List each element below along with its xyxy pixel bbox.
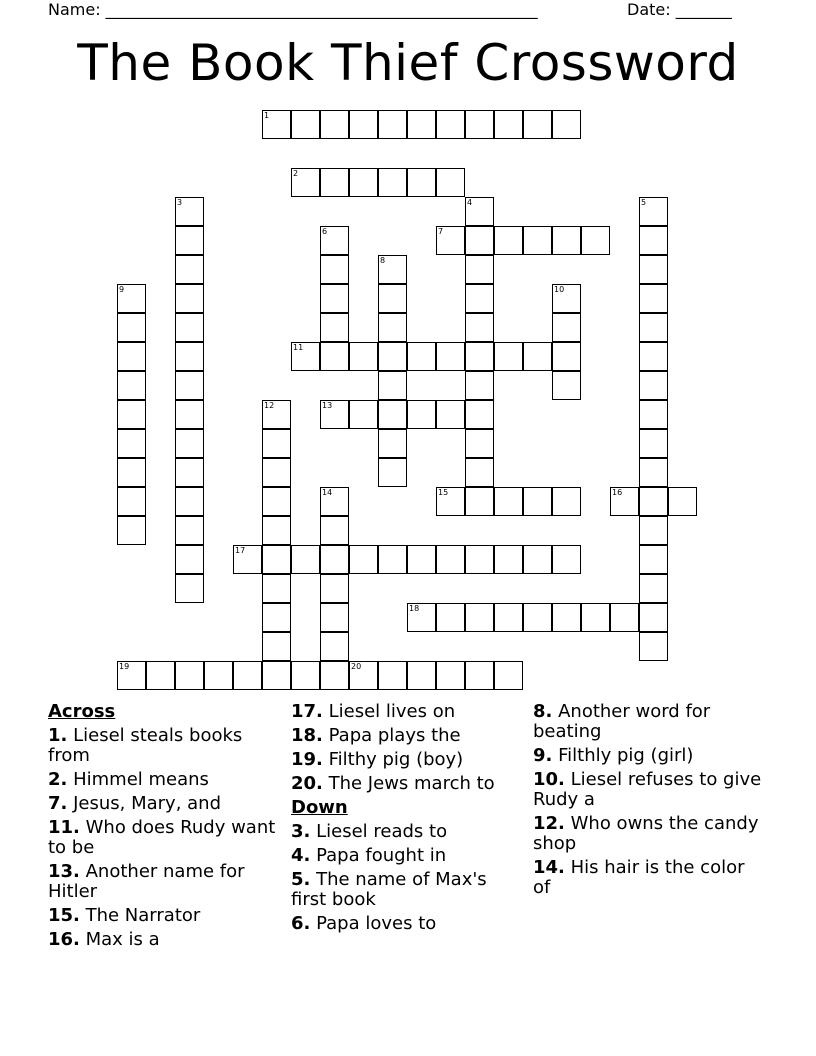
clue-item (291, 702, 527, 722)
date-line: Date: _______ (627, 0, 732, 19)
grid-cell[interactable] (465, 197, 494, 226)
grid-cell[interactable] (465, 226, 494, 255)
grid-cell[interactable] (291, 110, 320, 139)
grid-cell[interactable] (291, 545, 320, 574)
clue-number: 12 (264, 401, 275, 410)
grid-cell[interactable] (639, 226, 668, 255)
clue-number-label: 18. (291, 725, 323, 746)
name-line: Name: ______________________________________________________ (48, 0, 538, 19)
grid-cell[interactable] (349, 545, 378, 574)
clue-item (291, 914, 527, 934)
clue-text: Papa loves to (310, 913, 437, 934)
grid-cell[interactable] (465, 661, 494, 690)
grid-cell[interactable] (262, 632, 291, 661)
clue-text: The Jews march to (322, 773, 495, 794)
grid-cell[interactable] (262, 603, 291, 632)
grid-cell[interactable] (581, 603, 610, 632)
clue-number: 11 (293, 343, 304, 352)
grid-cell[interactable] (436, 487, 465, 516)
grid-cell[interactable] (639, 632, 668, 661)
grid-cell[interactable] (407, 545, 436, 574)
clue-item (48, 818, 278, 858)
clue-number: 16 (612, 488, 623, 497)
clue-text: Liesel reads to (310, 821, 448, 842)
grid-cell[interactable] (494, 603, 523, 632)
grid-cell[interactable] (523, 545, 552, 574)
clue-item (48, 862, 278, 902)
grid-cell[interactable] (436, 168, 465, 197)
grid-cell[interactable] (610, 603, 639, 632)
clue-column-3 (533, 702, 765, 902)
clue-text: Another name for Hitler (48, 861, 245, 902)
clue-item (48, 794, 278, 814)
clue-number-label: 10. (533, 769, 565, 790)
grid-cell[interactable] (436, 661, 465, 690)
clue-number: 6 (322, 227, 328, 236)
grid-cell[interactable] (117, 516, 146, 545)
clue-text: The Narrator (79, 905, 201, 926)
grid-cell[interactable] (320, 255, 349, 284)
grid-cell[interactable] (117, 661, 146, 690)
grid-cell[interactable] (436, 400, 465, 429)
grid-cell[interactable] (378, 371, 407, 400)
grid-cell[interactable] (117, 371, 146, 400)
clue-number-label: 14. (533, 857, 565, 878)
grid-cell[interactable] (378, 110, 407, 139)
clue-number-label: 12. (533, 813, 565, 834)
grid-cell[interactable] (465, 313, 494, 342)
grid-cell[interactable] (175, 313, 204, 342)
clue-number-label: 15. (48, 905, 80, 926)
grid-cell[interactable] (523, 342, 552, 371)
grid-cell[interactable] (552, 545, 581, 574)
grid-cell[interactable] (378, 313, 407, 342)
clue-number-label: 13. (48, 861, 80, 882)
grid-cell[interactable] (175, 371, 204, 400)
clue-number-label: 3. (291, 821, 311, 842)
clue-item (291, 774, 527, 794)
grid-cell[interactable] (320, 574, 349, 603)
clue-text: Jesus, Mary, and (67, 793, 222, 814)
clue-number: 3 (177, 198, 183, 207)
grid-cell[interactable] (436, 110, 465, 139)
grid-cell[interactable] (668, 487, 697, 516)
grid-cell[interactable] (523, 603, 552, 632)
grid-cell[interactable] (349, 342, 378, 371)
grid-cell[interactable] (320, 226, 349, 255)
grid-cell[interactable] (494, 487, 523, 516)
grid-cell[interactable] (639, 400, 668, 429)
grid-cell[interactable] (262, 458, 291, 487)
grid-cell[interactable] (320, 545, 349, 574)
clue-text: His hair is the color of (533, 857, 745, 898)
grid-cell[interactable] (639, 371, 668, 400)
grid-cell[interactable] (407, 661, 436, 690)
clue-text: Filthy pig (boy) (322, 749, 464, 770)
grid-cell[interactable] (378, 458, 407, 487)
grid-cell[interactable] (494, 661, 523, 690)
clue-item (533, 770, 765, 810)
grid-cell[interactable] (349, 110, 378, 139)
clue-number: 17 (235, 546, 246, 555)
clue-item (48, 930, 278, 950)
grid-cell[interactable] (175, 342, 204, 371)
grid-cell[interactable] (291, 168, 320, 197)
grid-cell[interactable] (117, 400, 146, 429)
grid-cell[interactable] (552, 342, 581, 371)
grid-cell[interactable] (639, 197, 668, 226)
clue-number: 10 (554, 285, 565, 294)
clue-item (533, 702, 765, 742)
clue-number: 18 (409, 604, 420, 613)
grid-cell[interactable] (552, 371, 581, 400)
clue-text: Another word for beating (533, 701, 711, 742)
clue-text: Liesel steals books from (48, 725, 243, 766)
grid-cell[interactable] (436, 226, 465, 255)
grid-cell[interactable] (465, 603, 494, 632)
grid-cell[interactable] (262, 661, 291, 690)
clue-text: Papa fought in (310, 845, 447, 866)
clue-number-label: 7. (48, 793, 68, 814)
grid-cell[interactable] (349, 168, 378, 197)
grid-cell[interactable] (639, 603, 668, 632)
clue-text: Max is a (79, 929, 160, 950)
across-clue-list-continued (291, 702, 527, 794)
clue-item (291, 846, 527, 866)
grid-cell[interactable] (378, 545, 407, 574)
grid-cell[interactable] (523, 110, 552, 139)
grid-cell[interactable] (175, 458, 204, 487)
grid-cell[interactable] (175, 574, 204, 603)
grid-cell[interactable] (639, 574, 668, 603)
clue-number-label: 16. (48, 929, 80, 950)
grid-cell[interactable] (552, 226, 581, 255)
grid-cell[interactable] (320, 632, 349, 661)
clue-text: Liesel lives on (322, 701, 456, 722)
clue-item (291, 822, 527, 842)
clue-item (533, 858, 765, 898)
grid-cell[interactable] (320, 284, 349, 313)
grid-cell[interactable] (349, 661, 378, 690)
clue-number-label: 8. (533, 701, 553, 722)
grid-cell[interactable] (117, 458, 146, 487)
grid-cell[interactable] (552, 487, 581, 516)
grid-cell[interactable] (175, 197, 204, 226)
clue-number-label: 4. (291, 845, 311, 866)
clue-number: 15 (438, 488, 449, 497)
grid-cell[interactable] (233, 545, 262, 574)
grid-cell[interactable] (465, 371, 494, 400)
clue-text: The name of Max's first book (291, 869, 487, 910)
grid-cell[interactable] (320, 110, 349, 139)
grid-cell[interactable] (639, 313, 668, 342)
across-clue-list (48, 726, 278, 950)
grid-cell[interactable] (262, 545, 291, 574)
grid-cell[interactable] (494, 342, 523, 371)
grid-cell[interactable] (407, 603, 436, 632)
grid-cell[interactable] (175, 226, 204, 255)
clue-item (48, 770, 278, 790)
grid-cell[interactable] (494, 545, 523, 574)
grid-cell[interactable] (204, 661, 233, 690)
clue-number: 7 (438, 227, 444, 236)
grid-cell[interactable] (320, 168, 349, 197)
grid-cell[interactable] (117, 487, 146, 516)
grid-cell[interactable] (523, 487, 552, 516)
grid-cell[interactable] (639, 429, 668, 458)
clue-number: 14 (322, 488, 333, 497)
grid-cell[interactable] (320, 661, 349, 690)
grid-cell[interactable] (262, 487, 291, 516)
grid-cell[interactable] (349, 400, 378, 429)
grid-cell[interactable] (465, 429, 494, 458)
clue-number-label: 5. (291, 869, 311, 890)
grid-cell[interactable] (407, 342, 436, 371)
down-clue-list (291, 822, 527, 934)
clue-item (48, 906, 278, 926)
grid-cell[interactable] (175, 487, 204, 516)
clue-item (48, 726, 278, 766)
clue-number-label: 1. (48, 725, 68, 746)
across-heading: Across (48, 701, 116, 722)
grid-cell[interactable] (639, 342, 668, 371)
clue-number: 5 (641, 198, 647, 207)
grid-cell[interactable] (494, 110, 523, 139)
grid-cell[interactable] (378, 429, 407, 458)
clue-number-label: 6. (291, 913, 311, 934)
grid-cell[interactable] (552, 284, 581, 313)
grid-cell[interactable] (320, 603, 349, 632)
clue-text: Filthly pig (girl) (552, 745, 694, 766)
grid-cell[interactable] (465, 400, 494, 429)
down-clue-list-continued (533, 702, 765, 898)
grid-cell[interactable] (175, 400, 204, 429)
clue-item (291, 750, 527, 770)
grid-cell[interactable] (581, 226, 610, 255)
grid-cell[interactable] (233, 661, 262, 690)
grid-cell[interactable] (639, 284, 668, 313)
grid-cell[interactable] (378, 284, 407, 313)
grid-cell[interactable] (117, 284, 146, 313)
grid-cell[interactable] (175, 284, 204, 313)
grid-cell[interactable] (291, 661, 320, 690)
grid-cell[interactable] (320, 313, 349, 342)
grid-cell[interactable] (465, 458, 494, 487)
grid-cell[interactable] (175, 429, 204, 458)
grid-cell[interactable] (407, 110, 436, 139)
page-title: The Book Thief Crossword (77, 34, 739, 92)
grid-cell[interactable] (117, 313, 146, 342)
clue-text: Liesel refuses to give Rudy a (533, 769, 762, 810)
clue-number: 13 (322, 401, 333, 410)
clue-number-label: 9. (533, 745, 553, 766)
grid-cell[interactable] (146, 661, 175, 690)
clue-number-label: 11. (48, 817, 80, 838)
clue-item (533, 814, 765, 854)
clue-number: 4 (467, 198, 473, 207)
clue-number: 9 (119, 285, 125, 294)
clue-item (291, 726, 527, 746)
grid-cell[interactable] (262, 429, 291, 458)
grid-cell[interactable] (465, 342, 494, 371)
grid-cell[interactable] (262, 574, 291, 603)
grid-cell[interactable] (378, 661, 407, 690)
grid-cell[interactable] (262, 400, 291, 429)
clue-number-label: 17. (291, 701, 323, 722)
grid-cell[interactable] (175, 255, 204, 284)
grid-cell[interactable] (378, 255, 407, 284)
clue-number-label: 19. (291, 749, 323, 770)
grid-cell[interactable] (175, 545, 204, 574)
grid-cell[interactable] (320, 516, 349, 545)
clue-number-label: 2. (48, 769, 68, 790)
clue-number: 2 (293, 169, 299, 178)
grid-cell[interactable] (639, 255, 668, 284)
grid-cell[interactable] (436, 603, 465, 632)
grid-cell[interactable] (639, 516, 668, 545)
grid-cell[interactable] (552, 110, 581, 139)
grid-cell[interactable] (436, 342, 465, 371)
down-heading: Down (291, 797, 348, 818)
grid-cell[interactable] (610, 487, 639, 516)
grid-cell[interactable] (378, 168, 407, 197)
grid-cell[interactable] (175, 516, 204, 545)
grid-cell[interactable] (291, 342, 320, 371)
grid-cell[interactable] (552, 313, 581, 342)
clue-text: Who does Rudy want to be (48, 817, 276, 858)
grid-cell[interactable] (262, 516, 291, 545)
grid-cell[interactable] (175, 661, 204, 690)
grid-cell[interactable] (465, 255, 494, 284)
grid-cell[interactable] (320, 342, 349, 371)
clue-number: 8 (380, 256, 386, 265)
clue-text: Papa plays the (322, 725, 461, 746)
clue-number-label: 20. (291, 773, 323, 794)
grid-cell[interactable] (523, 226, 552, 255)
grid-cell[interactable] (639, 487, 668, 516)
clue-column-1 (48, 702, 278, 954)
clue-number: 1 (264, 111, 270, 120)
grid-cell[interactable] (465, 545, 494, 574)
clue-column-2 (291, 702, 527, 938)
grid-cell[interactable] (465, 110, 494, 139)
clue-item (533, 746, 765, 766)
grid-cell[interactable] (639, 545, 668, 574)
grid-cell[interactable] (407, 400, 436, 429)
grid-cell[interactable] (117, 429, 146, 458)
grid-cell[interactable] (407, 168, 436, 197)
grid-cell[interactable] (639, 458, 668, 487)
grid-cell[interactable] (320, 487, 349, 516)
grid-cell[interactable] (262, 110, 291, 139)
grid-cell[interactable] (378, 400, 407, 429)
clue-number: 20 (351, 662, 362, 671)
grid-cell[interactable] (117, 342, 146, 371)
clue-number: 19 (119, 662, 130, 671)
clue-item (291, 870, 527, 910)
grid-cell[interactable] (465, 284, 494, 313)
clue-text: Himmel means (67, 769, 209, 790)
grid-cell[interactable] (552, 603, 581, 632)
grid-cell[interactable] (465, 487, 494, 516)
grid-cell[interactable] (378, 342, 407, 371)
grid-cell[interactable] (436, 545, 465, 574)
grid-cell[interactable] (320, 400, 349, 429)
clue-text: Who owns the candy shop (533, 813, 759, 854)
grid-cell[interactable] (494, 226, 523, 255)
